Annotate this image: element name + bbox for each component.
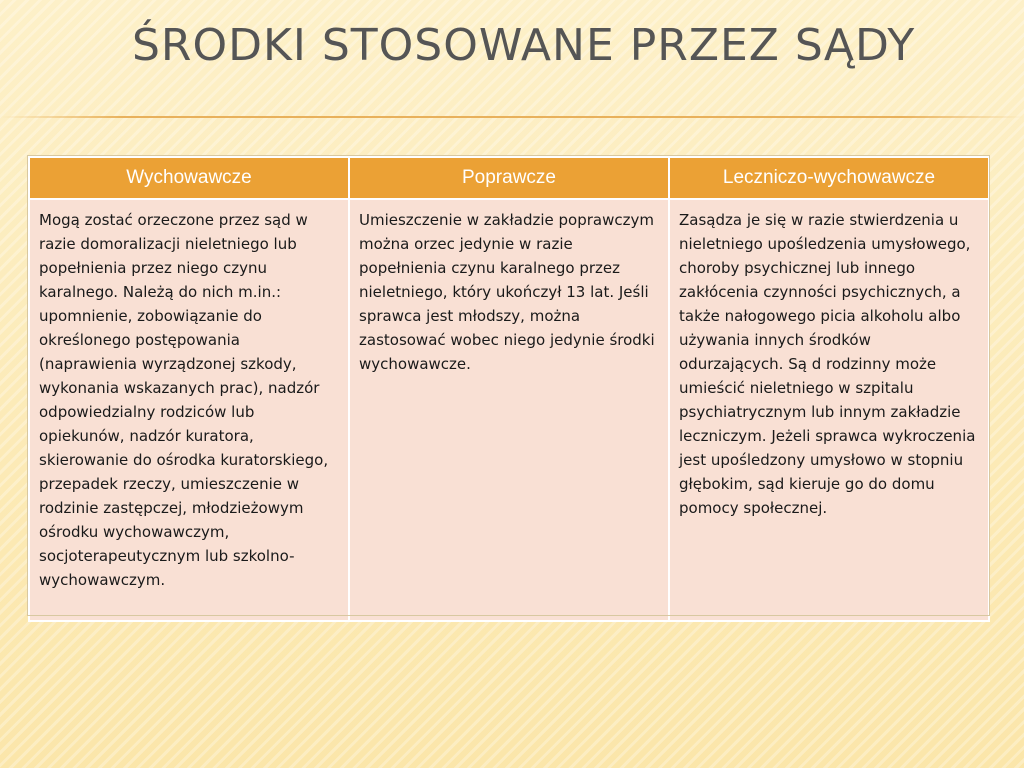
header-wychowawcze: Wychowawcze [29, 157, 349, 199]
table-row [29, 199, 989, 621]
cell-wychowawcze: Mogą zostać orzeczone przez sąd w razie domoralizacji nieletniego lub popełnienia przez niego czynu karalnego. Należą do nich m.in.: upomnienie, zobowiązanie do określonego postępowania (naprawienia wyrządzonej szkody, wykonania wskazanych prac), nadzór odpowiedzialny rodziców lub opiekunów, nadzór kuratora, skierowanie do ośrodka kuratorskiego, przepadek rzeczy, umieszczenie w rodzinie zastępczej, młodzieżowym ośrodku wychowawczym, socjoterapeutycznym lub szkolno-wychowawczym. [29, 199, 349, 621]
cell-leczniczo-wychowawcze: Zasądza je się w razie stwierdzenia u nieletniego upośledzenia umysłowego, choroby psychicznej lub innego zakłócenia czynności psychicznych, a także nałogowego picia alkoholu albo używania innych środków odurzających. Są d rodzinny może umieścić nieletniego w szpitalu psychiatrycznym lub innym zakładzie leczniczym. Jeżeli sprawca wykroczenia jest upośledzony umysłowo w stopniu głębokim, sąd kieruje go do domu pomocy społecznej. [669, 199, 989, 621]
measures-table [28, 156, 990, 622]
table-header-row [29, 157, 989, 199]
cell-poprawcze: Umieszczenie w zakładzie poprawczym można orzec jedynie w razie popełnienia czynu karalnego przez nieletniego, który ukończył 13 lat. Jeśli sprawca jest młodszy, można zastosować wobec niego jedynie środki wychowawcze. [349, 199, 669, 621]
header-poprawcze: Poprawcze [349, 157, 669, 199]
title-divider [0, 116, 1024, 118]
header-leczniczo-wychowawcze: Leczniczo-wychowawcze [669, 157, 989, 199]
slide-title: ŚRODKI STOSOWANE PRZEZ SĄDY [132, 20, 916, 71]
